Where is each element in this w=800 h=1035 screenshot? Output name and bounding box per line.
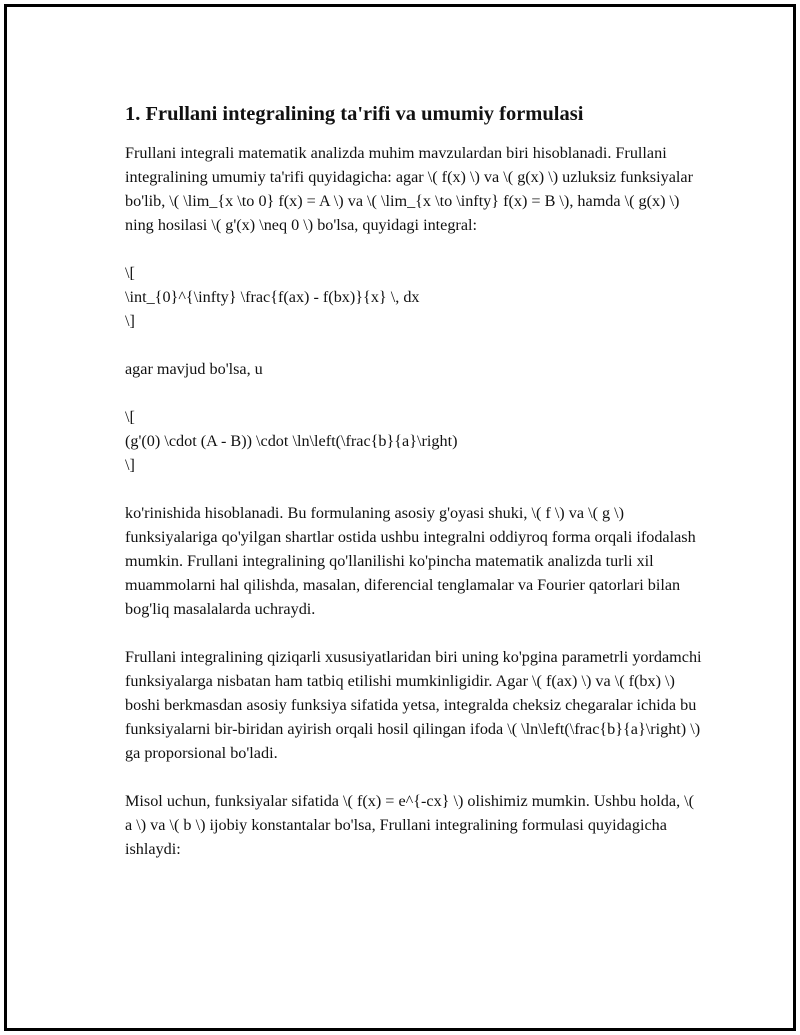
paragraph-property: Frullani integralining qiziqarli xususiyatlaridan biri uning ko'pgina parametrli yordamchi funksiyalarga nisbatan ham tatbiq etilishi mumkinligidir. Agar \( f(ax) \) va \( f(bx) \) boshi berkmasdan asosiy funksiya sifatida yetsa, integralda cheksiz chegaralar ichida bu funksiyalarni bir-biridan ayirish orqali hosil qilingan ifoda \( \ln\left(\frac{b}{a}\right) \) ga proporsional bo'ladi. — [125, 648, 702, 762]
spacer — [125, 237, 705, 261]
paragraph-mid: agar mavjud bo'lsa, u — [125, 360, 263, 378]
spacer — [125, 333, 705, 357]
formula-integral-expression: \int_{0}^{\infty} \frac{f(ax) - f(bx)}{x} \, dx — [125, 288, 420, 306]
formula-block-result — [125, 405, 705, 477]
spacer — [125, 621, 705, 645]
page-frame — [4, 4, 796, 1031]
formula-result-expression: (g'(0) \cdot (A - B)) \cdot \ln\left(\frac{b}{a}\right) — [125, 432, 458, 450]
formula-close-delimiter: \] — [125, 312, 135, 330]
paragraph-intro: Frullani integrali matematik analizda muhim mavzulardan biri hisoblanadi. Frullani integralining umumiy ta'rifi quyidagicha: agar \( f(x) \) va \( g(x) \) uzluksiz funksiyalar bo'lib, \( \lim_{x \to 0} f(x) = A \) va \( \lim_{x \to \infty} f(x) = B \), hamda \( g(x) \) ning hosilasi \( g'(x) \neq 0 \) bo'lsa, quyidagi integral: — [125, 144, 693, 234]
spacer — [125, 477, 705, 501]
section-heading: 1. Frullani integralining ta'rifi va umumiy formulasi — [125, 103, 584, 125]
spacer — [125, 765, 705, 789]
spacer — [125, 381, 705, 405]
paragraph-explanation: ko'rinishida hisoblanadi. Bu formulaning asosiy g'oyasi shuki, \( f \) va \( g \) funksiyalariga qo'yilgan shartlar ostida ushbu integralni oddiyroq forma orqali ifodalash mumkin. Frullani integralining qo'llanilishi ko'pincha matematik analizda turli xil muammolarni hal qilishda, masalan, diferencial tenglamalar va Fourier qatorlari bilan bog'liq masalalarda uchraydi. — [125, 504, 696, 618]
formula-block-integral — [125, 261, 705, 333]
document-body — [125, 101, 705, 861]
formula-open-delimiter: \[ — [125, 408, 135, 426]
formula-open-delimiter: \[ — [125, 264, 135, 282]
formula-close-delimiter: \] — [125, 456, 135, 474]
paragraph-example: Misol uchun, funksiyalar sifatida \( f(x) = e^{-cx} \) olishimiz mumkin. Ushbu holda, \( a \) va \( b \) ijobiy konstantalar bo'lsa, Frullani integralining formulasi quyidagicha ishlaydi: — [125, 792, 695, 858]
